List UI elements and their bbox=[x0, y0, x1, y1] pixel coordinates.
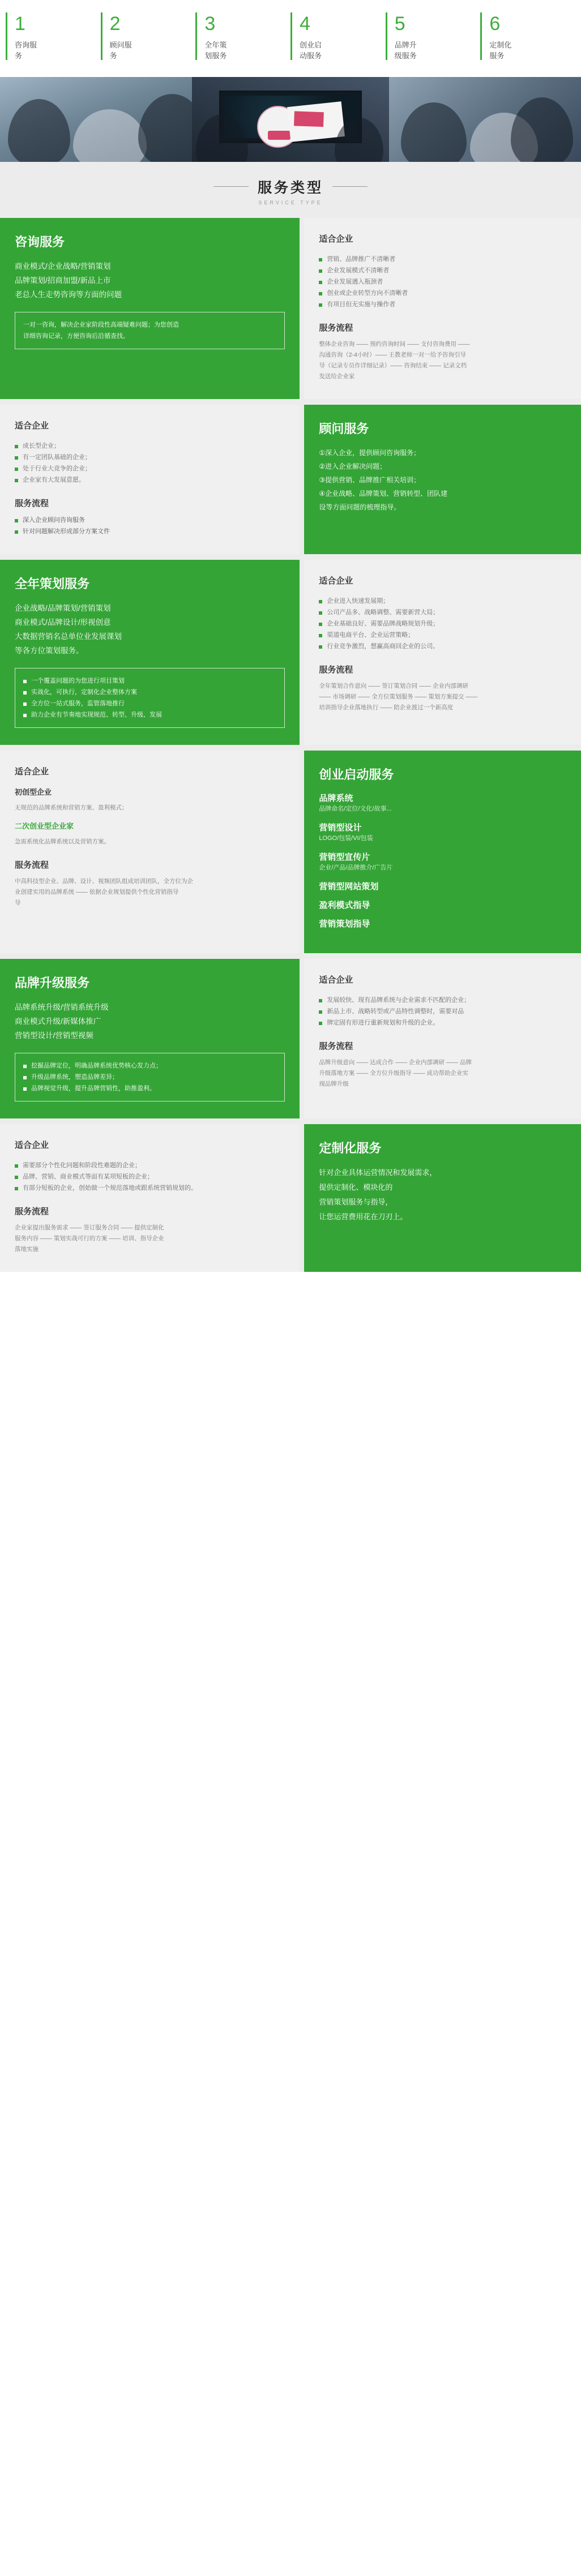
startup-group bbox=[319, 792, 566, 815]
fit-list bbox=[15, 1160, 285, 1194]
advisor-main bbox=[304, 405, 581, 554]
step-item-3 bbox=[195, 10, 290, 65]
group-title: 营销型网站策划 bbox=[319, 882, 379, 891]
custom-side bbox=[0, 1124, 300, 1272]
list-item: 一个覆盖问题的为您进行项目策划 bbox=[23, 675, 276, 687]
block-startup bbox=[0, 751, 581, 953]
column-gap bbox=[300, 751, 304, 953]
hero-photo-right bbox=[389, 77, 581, 162]
list-item: 成长型企业； bbox=[15, 440, 285, 452]
group-desc: 品牌命名/定位/文化/故事... bbox=[319, 805, 392, 812]
step-item-1 bbox=[6, 10, 101, 65]
flow-text bbox=[15, 1223, 285, 1255]
step-label: 创业启动服务 bbox=[300, 41, 322, 60]
upgrade-main bbox=[0, 959, 300, 1118]
list-item: 有一定团队基础的企业； bbox=[15, 452, 285, 463]
list-item: 助力企业有节奏地实现规范、转型、升级、发展 bbox=[23, 709, 276, 721]
divider bbox=[0, 1118, 581, 1124]
step-number: 3 bbox=[204, 13, 216, 35]
list-item: 设等方面问题的梳理指导。 bbox=[319, 503, 401, 511]
highlight-line: 营销型设计/营销型视频 bbox=[15, 1031, 93, 1040]
flow-heading: 服务流程 bbox=[319, 323, 353, 333]
fit-list bbox=[319, 254, 566, 310]
flow-line: 现品牌升级 bbox=[319, 1081, 349, 1087]
flow-line: 发送给企业家 bbox=[319, 373, 355, 380]
annual-side bbox=[304, 560, 581, 745]
list-item: 牌定固有形进行重新规划和升级的企业。 bbox=[319, 1017, 566, 1028]
flow-heading: 服务流程 bbox=[15, 860, 49, 870]
list-item: 升级品牌系统，塑造品牌差异； bbox=[23, 1071, 276, 1083]
flow-line: 培训指导企业落地执行 —— 陪企业渡过一个新高度 bbox=[319, 704, 454, 711]
divider bbox=[0, 399, 581, 405]
fit-list bbox=[319, 995, 566, 1028]
flow-heading: 服务流程 bbox=[319, 665, 353, 675]
framed-line: 一对一咨询，解决企业家阶段性高端疑难问题；为您创造 bbox=[23, 322, 179, 328]
flow-line: 整体企业咨询 —— 预约咨询时间 —— 支付咨询费用 —— bbox=[319, 341, 470, 348]
custom-line: 提供定制化、模块化的 bbox=[319, 1183, 393, 1191]
steps-bar bbox=[0, 0, 581, 77]
list-item: 有项目但无实施与操作者 bbox=[319, 299, 566, 310]
flow-line: 品牌升级意向 —— 达成合作 —— 企业内部调研 —— 品牌 bbox=[319, 1059, 472, 1066]
hero-photo-center bbox=[192, 77, 390, 162]
list-item: 全方位一站式服务，监管落地推行 bbox=[23, 698, 276, 709]
list-item: 新品上市、战略转型或产品特性调整时，需要对品 bbox=[319, 1006, 566, 1017]
list-item: 处于行业大竞争的企业； bbox=[15, 463, 285, 474]
block-custom bbox=[0, 1124, 581, 1272]
list-item: ①深入企业，提供顾问咨询服务； bbox=[319, 449, 421, 457]
column-gap bbox=[300, 405, 304, 554]
step-item-4 bbox=[290, 10, 386, 65]
consult-side bbox=[304, 218, 581, 399]
flow-heading: 服务流程 bbox=[319, 1041, 353, 1051]
list-item: 营销、品牌推广不清晰者 bbox=[319, 254, 566, 265]
page-title: 服务类型 bbox=[213, 177, 368, 197]
flow-list bbox=[15, 515, 285, 537]
highlight-line: 企业战略/品牌策划/营销策划 bbox=[15, 604, 111, 612]
list-item: 深入企业顾问咨询服务 bbox=[15, 515, 285, 526]
block-consult bbox=[0, 218, 581, 399]
annual-framed-note bbox=[15, 668, 285, 728]
startup-side bbox=[0, 751, 300, 953]
step-number: 6 bbox=[489, 13, 501, 35]
list-item: 针对问题解决形成部分方案文件 bbox=[15, 526, 285, 537]
flow-text bbox=[319, 681, 566, 713]
advisor-side bbox=[0, 405, 300, 554]
group-title: 营销策划指导 bbox=[319, 919, 370, 929]
step-number: 2 bbox=[109, 13, 121, 35]
consult-framed-note bbox=[15, 312, 285, 349]
upgrade-side bbox=[304, 959, 581, 1118]
startup-group bbox=[319, 899, 566, 911]
highlight-line: 大数据营销名总单位业发展课划 bbox=[15, 632, 122, 641]
fit-subtitle: 初创型企业 bbox=[15, 788, 52, 796]
list-item: 品牌、营销、商业模式等面有某项短板的企业； bbox=[15, 1171, 285, 1182]
divider bbox=[0, 554, 581, 560]
hero-photo-band bbox=[0, 77, 581, 162]
flow-line: 中高科技型企业、品牌、设计、视频团队组成培训团队，全方位为企 bbox=[15, 878, 193, 885]
block-title: 咨询服务 bbox=[15, 235, 65, 249]
block-upgrade bbox=[0, 959, 581, 1118]
group-desc: LOGO/包装/VI/包装 bbox=[319, 835, 373, 842]
group-desc: 企业/产品/品牌推介/广告片 bbox=[319, 864, 393, 871]
flow-line: —— 市场调研 —— 全方位策划服务 —— 策划方案提交 —— bbox=[319, 693, 478, 700]
group-title: 营销型设计 bbox=[319, 823, 362, 833]
flow-line: 业创建实用的品牌系统 —— 依据企业规划提供个性化营销指导 bbox=[15, 889, 179, 895]
list-item: 渠道电商平台、企业运营策略； bbox=[319, 629, 566, 641]
fit-heading: 适合企业 bbox=[319, 576, 353, 586]
custom-lines bbox=[319, 1165, 566, 1224]
custom-line: 营销策划服务与指导， bbox=[319, 1198, 393, 1206]
flow-text bbox=[15, 876, 285, 908]
step-label: 品牌升级服务 bbox=[394, 41, 417, 60]
flow-line: 全年策划合作意向 —— 签订策划合同 —— 企业内部调研 bbox=[319, 683, 468, 689]
advisor-points bbox=[319, 446, 566, 514]
fit-heading: 适合企业 bbox=[15, 1141, 49, 1150]
fit-heading: 适合企业 bbox=[15, 767, 49, 777]
annual-main bbox=[0, 560, 300, 745]
list-item: 企业发展遇入瓶颈者 bbox=[319, 276, 566, 288]
group-title: 营销型宣传片 bbox=[319, 852, 370, 862]
block-title: 顾问服务 bbox=[319, 422, 369, 436]
block-title: 全年策划服务 bbox=[15, 577, 90, 591]
step-item-5 bbox=[386, 10, 481, 65]
highlight-line: 品牌系统升级/营销系统升级 bbox=[15, 1003, 109, 1011]
fit-heading: 适合企业 bbox=[319, 234, 353, 244]
framed-line: 详细咨询记录，方便咨询后沿循查找。 bbox=[23, 333, 129, 340]
step-item-2 bbox=[101, 10, 196, 65]
consult-main bbox=[0, 218, 300, 399]
fit-note: 无规范的品牌系统和营销方案、盈利模式； bbox=[15, 804, 128, 811]
upgrade-framed-note bbox=[15, 1053, 285, 1101]
flow-text bbox=[319, 339, 566, 382]
highlight-line: 商业模式/品牌设计/形视创意 bbox=[15, 618, 111, 627]
list-item: 企业进入快速发展期； bbox=[319, 595, 566, 607]
service-type-page bbox=[0, 0, 581, 1272]
block-annual bbox=[0, 560, 581, 745]
list-item: ④企业战略、品牌策划、营销转型、团队建 bbox=[319, 490, 448, 498]
column-gap bbox=[300, 1124, 304, 1272]
flow-line: 升级落地方案 —— 全方位升级指导 —— 成功帮助企业实 bbox=[319, 1070, 468, 1077]
list-item: 有部分短板的企业，创始做一个规范落地或跟系统营销规划的。 bbox=[15, 1182, 285, 1194]
list-item: 挖掘品牌定位，明确品牌系统优势核心发力点； bbox=[23, 1060, 276, 1071]
step-number: 5 bbox=[394, 13, 405, 35]
fit-subtitle-2: 二次创业型企业家 bbox=[15, 822, 74, 830]
flow-line: 导 bbox=[15, 899, 21, 906]
block-advisor bbox=[0, 405, 581, 554]
fit-heading: 适合企业 bbox=[15, 421, 49, 431]
flow-text bbox=[319, 1057, 566, 1090]
step-number: 4 bbox=[300, 13, 310, 35]
list-item: 企业发展模式不清晰者 bbox=[319, 265, 566, 276]
custom-line: 针对企业具体运营情况和发展需求， bbox=[319, 1168, 437, 1177]
step-label: 全年策划服务 bbox=[204, 41, 227, 60]
startup-group bbox=[319, 918, 566, 929]
block-title: 创业启动服务 bbox=[319, 768, 394, 782]
flow-line: 服务内容 —— 策划实战可行的方案 —— 培训、指导企业 bbox=[15, 1235, 164, 1242]
step-label: 定制化服务 bbox=[489, 41, 512, 60]
divider bbox=[0, 745, 581, 751]
list-item: 企业基础良好、需要品牌战略规划升级； bbox=[319, 618, 566, 629]
flow-line: 导（记录专员作详细记录）—— 咨询结束 —— 记录文档 bbox=[319, 362, 467, 369]
column-gap bbox=[300, 959, 304, 1118]
highlight-line: 老总人生走势咨询等方面的问题 bbox=[15, 290, 122, 299]
flow-line: 落地实施 bbox=[15, 1246, 39, 1253]
highlight-line: 商业模式/企业战略/营销策划 bbox=[15, 262, 111, 271]
page-subtitle: SERVICE TYPE bbox=[258, 200, 323, 205]
group-title: 品牌系统 bbox=[319, 794, 353, 803]
list-item: 公司产品多、战略调整、需要新营大局； bbox=[319, 607, 566, 618]
startup-group bbox=[319, 880, 566, 892]
block-title: 品牌升级服务 bbox=[15, 976, 90, 990]
upgrade-framed-list bbox=[23, 1060, 276, 1094]
annual-framed-list bbox=[23, 675, 276, 721]
block-title: 定制化服务 bbox=[319, 1141, 382, 1155]
fit-note-2: 急需系统化品牌系统以及营销方案。 bbox=[15, 838, 110, 845]
group-title: 盈利模式指导 bbox=[319, 901, 370, 910]
list-item: 创业或企业转型方向不清晰者 bbox=[319, 288, 566, 299]
fit-heading: 适合企业 bbox=[319, 975, 353, 985]
list-item: 需要部分个性化问题和阶段性难题的企业； bbox=[15, 1160, 285, 1171]
hero-photo-left bbox=[0, 77, 192, 162]
flow-heading: 服务流程 bbox=[15, 499, 49, 508]
startup-group bbox=[319, 851, 566, 873]
card-graphic bbox=[287, 101, 345, 142]
list-item: 企业家有大发展意愿。 bbox=[15, 474, 285, 486]
fit-list bbox=[319, 595, 566, 652]
startup-group bbox=[319, 821, 566, 844]
fit-list bbox=[15, 440, 285, 486]
column-gap bbox=[300, 560, 304, 745]
step-number: 1 bbox=[15, 13, 25, 35]
list-item: 行业竞争激烈，想赢高商回企业的公司。 bbox=[319, 641, 566, 652]
custom-line: 让您运营费用花在刀刃上。 bbox=[319, 1212, 408, 1221]
highlight-line: 商业模式升级/新媒体推广 bbox=[15, 1017, 101, 1026]
section-title-block bbox=[0, 162, 581, 218]
highlight-line: 等各方位策划服务。 bbox=[15, 646, 84, 655]
step-label: 咨询服务 bbox=[15, 41, 37, 60]
flow-line: 沟通咨询（2-4小时）—— 王教老师一对一给予咨询引导 bbox=[319, 352, 466, 358]
flow-line: 企业家提出服务需求 —— 签订服务合同 —— 提供定制化 bbox=[15, 1224, 164, 1231]
list-item: ②进入企业解决问题； bbox=[319, 462, 387, 470]
startup-main bbox=[304, 751, 581, 953]
column-gap bbox=[300, 218, 304, 399]
step-item-6 bbox=[480, 10, 575, 65]
flow-heading: 服务流程 bbox=[15, 1207, 49, 1216]
list-item: 发展较快、现有品牌系统与企业需求不匹配的企业； bbox=[319, 995, 566, 1006]
highlight-line: 品牌策划/招商加盟/新品上市 bbox=[15, 276, 111, 285]
custom-main bbox=[304, 1124, 581, 1272]
list-item: 实战化，可执行，定制化企业整体方案 bbox=[23, 687, 276, 698]
list-item: 品牌视觉升级，提升品牌营销性，助推盈利。 bbox=[23, 1083, 276, 1094]
step-label: 顾问服务 bbox=[109, 41, 132, 60]
divider bbox=[0, 953, 581, 959]
list-item: ③提供营销、品牌推广相关培训； bbox=[319, 476, 421, 484]
